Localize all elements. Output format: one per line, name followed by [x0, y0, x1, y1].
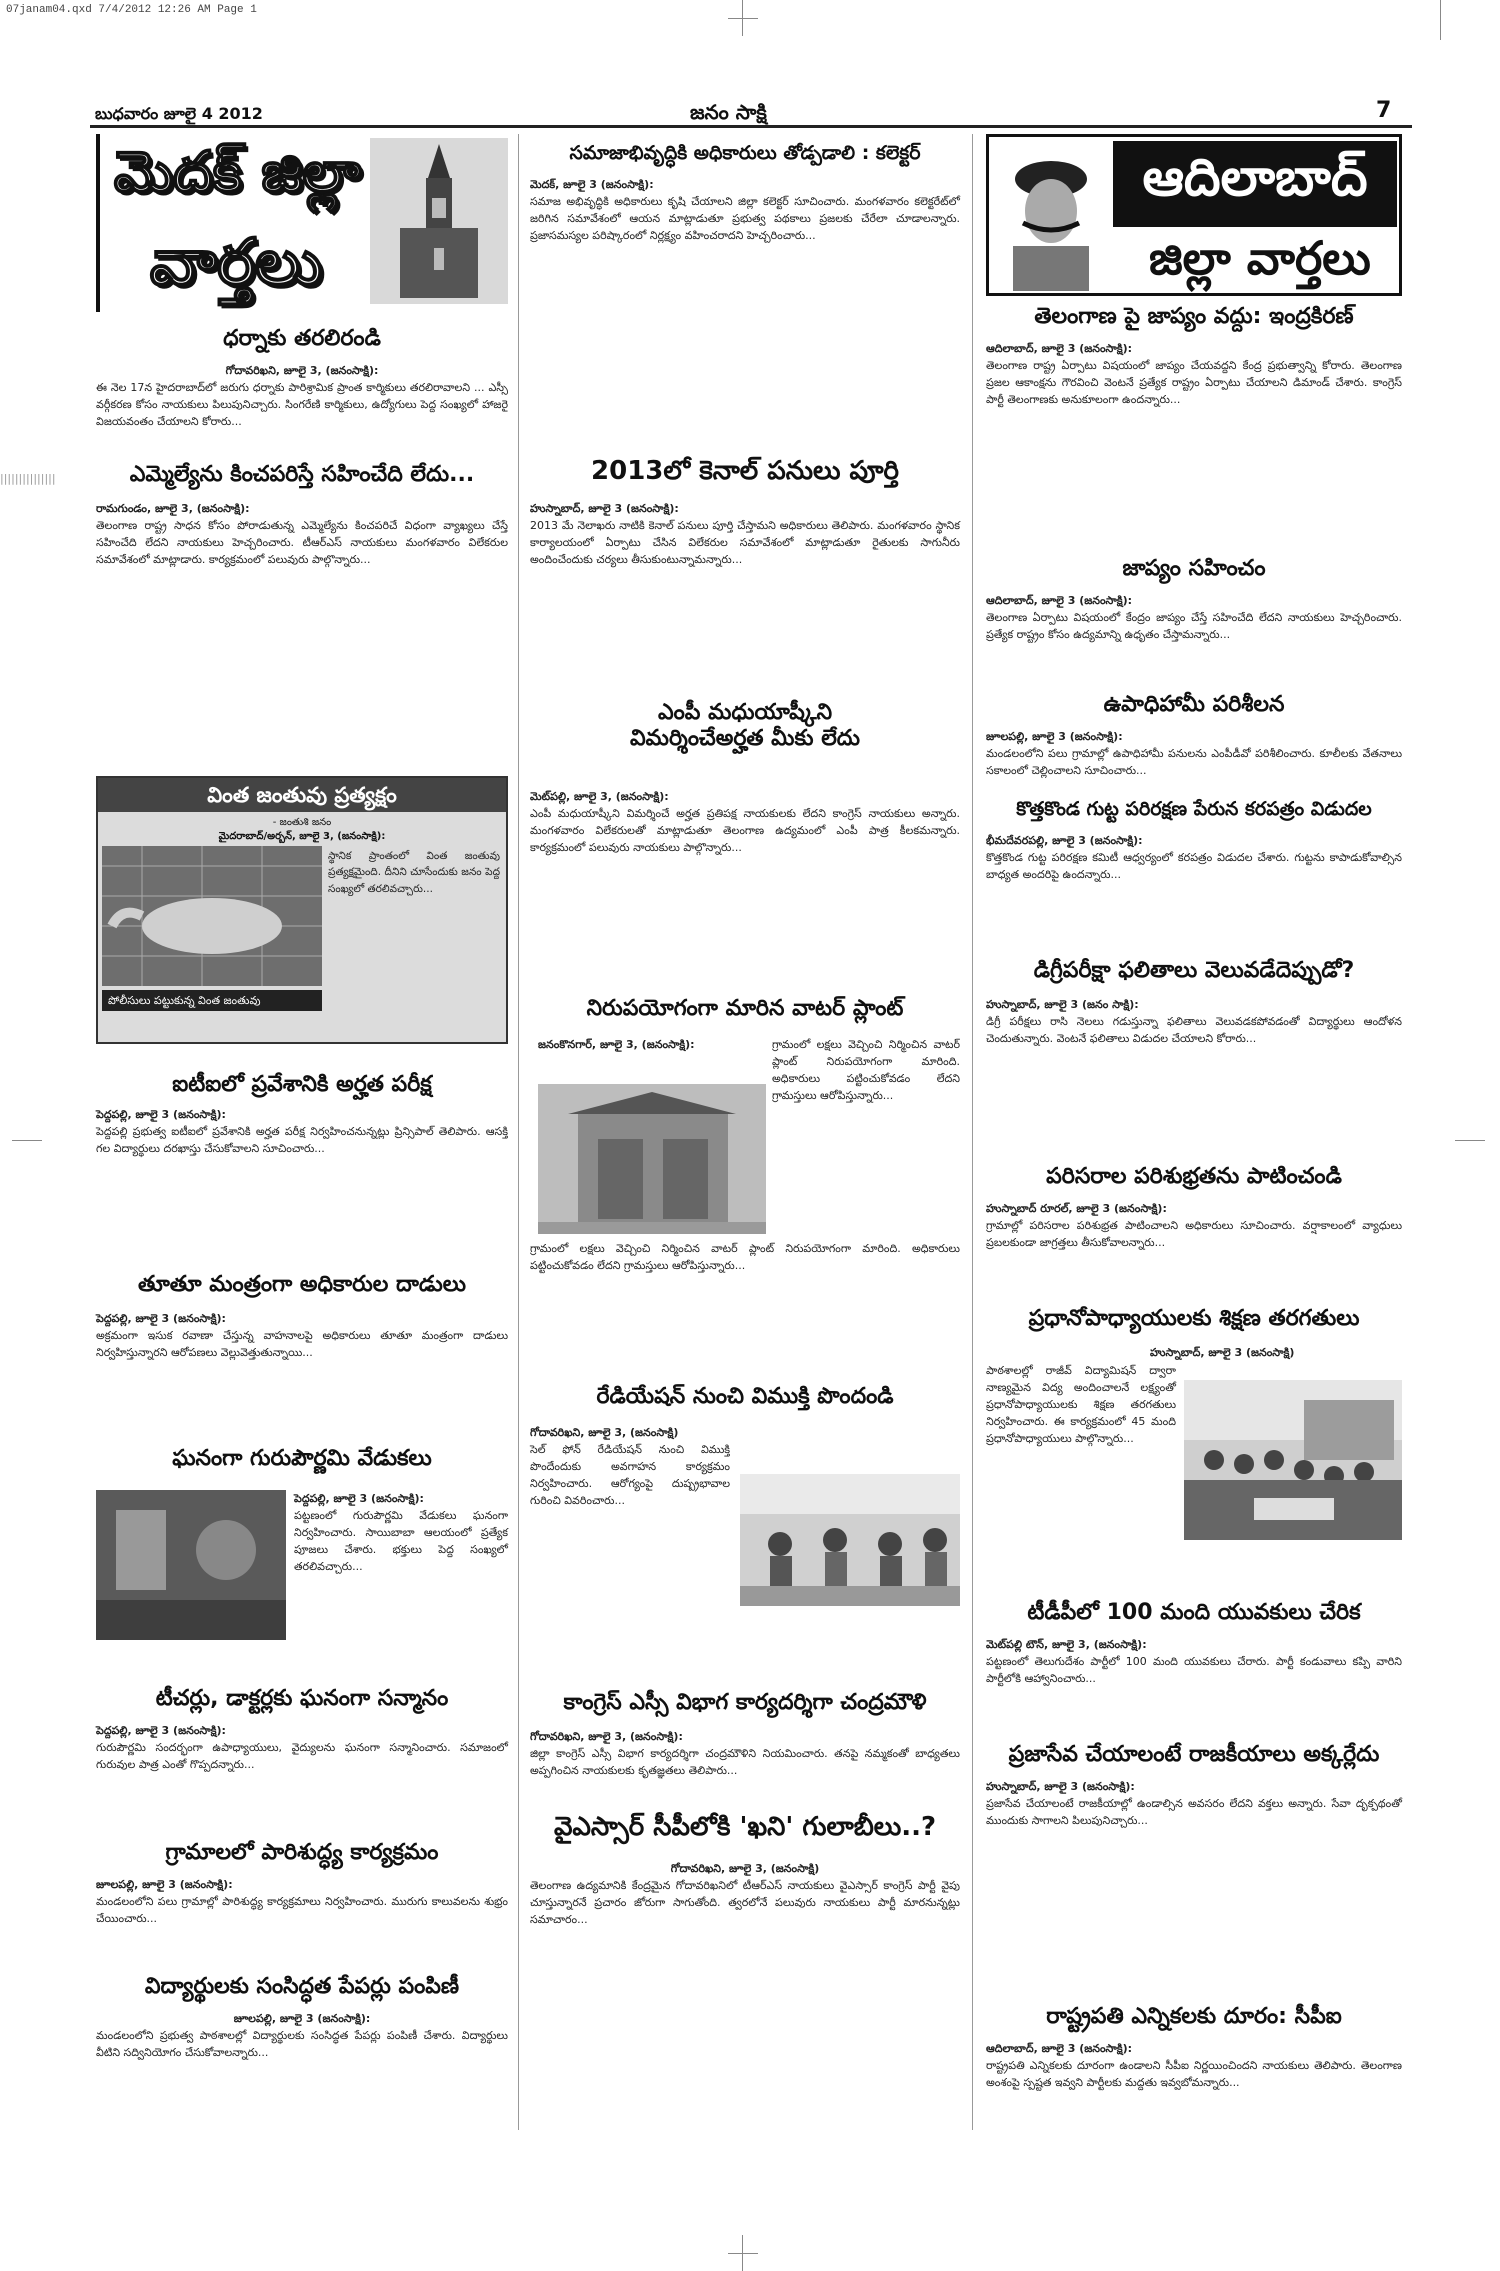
masthead-medak — [96, 134, 508, 312]
water-plant-photo — [538, 1084, 766, 1234]
article-text: అక్రమంగా ఇసుక రవాణా చేస్తున్న వాహనాలపై అధికారులు తూతూ మంత్రంగా దాడులు నిర్వహిస్తున్నారని ఆరోపణలు వెల్లువెత్తుతున్నాయి... — [96, 1329, 508, 1360]
headline: తెలంగాణ పై జాప్యం వద్దు: ఇంద్రకిరణ్ — [1034, 304, 1354, 329]
article-text: పాఠశాలల్లో రాజీవ్ విద్యామిషన్ ద్వారా నాణ్యమైన విద్య అందించాలనే లక్ష్యంతో ప్రధానోపాధ్యాయులకు శిక్షణ తరగతులు నిర్వహించారు. ఈ కార్యక్రమంలో 45 మంది ప్రధానోపాధ్యాయులు పాల్గొన్నారు... — [986, 1364, 1176, 1446]
print-slug: 07janam04.qxd 7/4/2012 12:26 AM Page 1 — [6, 4, 257, 16]
article-text: జిల్లా కాంగ్రెస్ ఎస్సీ విభాగ కార్యదర్శిగా చంద్రమౌళిని నియమించారు. తనపై నమ్మకంతో బాధ్యతలు అప్పగించిన నాయకులకు కృతజ్ఞతలు తెలిపారు... — [530, 1747, 960, 1778]
dateline: జూలపల్లి, జూలై 3 (జనంసాక్షి): — [233, 2012, 371, 2025]
dateline: పెద్దపల్లి, జూలై 3 (జనంసాక్షి): — [96, 1108, 226, 1121]
article-body — [986, 728, 1402, 788]
masthead-medak-line1: మెదక్ జిల్లా — [114, 140, 362, 205]
headline: ఉపాధిహామీ పరిశీలన — [1103, 692, 1285, 717]
headline: ధర్నాకు తరలిరండి — [223, 326, 381, 351]
headline: ఘనంగా గురుపౌర్ణమి వేడుకలు — [172, 1446, 432, 1471]
masthead-adilabad-line2: జిల్లా వార్తలు — [1149, 231, 1371, 285]
article-body — [96, 1876, 508, 1966]
article-body — [96, 362, 508, 462]
article-body — [538, 1036, 760, 1080]
article-body — [986, 1636, 1402, 1736]
article-text: తెలంగాణ రాష్ట్ర ఏర్పాటు విషయంలో జాప్యం చేయవద్దని కేంద్ర ప్రభుత్వాన్ని కోరారు. తెలంగాణ ప్రజల ఆకాంక్షను గౌరవించి వెంటనే ప్రత్యేక రాష్ట్రం ఏర్పాటు చేయాలని డిమాండ్ చేశారు. కాంగ్రెస్ పార్టీ తెలంగాణకు అనుకూలంగా ఉందన్నారు... — [986, 359, 1402, 407]
article-body — [96, 1722, 508, 1832]
article-text: తెలంగాణ ఏర్పాటు విషయంలో కేంద్రం జాప్యం చేస్తే సహించేది లేదని నాయకులు హెచ్చరించారు. ప్రత్యేక రాష్ట్రం కోసం ఉద్యమాన్ని ఉధృతం చేస్తామన్నారు... — [986, 611, 1402, 642]
festival-photo — [96, 1490, 286, 1640]
trim-mark — [728, 2253, 758, 2254]
meeting-photo — [740, 1474, 960, 1606]
article-body — [530, 176, 960, 442]
headline: వైఎస్సార్ సీపీలోకి 'ఖని' గులాబీలు..? — [553, 1812, 937, 1842]
article-body — [96, 1106, 508, 1266]
headline: తూతూ మంత్రంగా అధికారుల దాడులు — [137, 1272, 466, 1297]
article-text: 2013 మే నెలాఖరు నాటికి కెనాల్ పనులు పూర్తి చేస్తామని అధికారులు తెలిపారు. మంగళవారం స్థానిక కార్యాలయంలో ఏర్పాటు చేసిన విలేకరుల సమావేశంలో మాట్లాడుతూ రైతులకు సాగునీరు అందించేందుకు చర్యలు తీసుకుంటున్నామన్నారు... — [530, 519, 960, 567]
headline: ఐటీఐలో ప్రవేశానికి అర్హత పరీక్ష — [172, 1072, 432, 1097]
feature-body: స్థానిక ప్రాంతంలో వింత జంతువు ప్రత్యక్షమైంది. దీనిని చూసేందుకు జనం పెద్ద సంఖ్యలో తరలివచ్చారు... — [328, 850, 500, 895]
folio-date: బుధవారం జూలై 4 2012 — [95, 104, 263, 123]
dateline: హుస్నాబాద్, జూలై 3 (జనంసాక్షి): — [986, 1780, 1135, 1793]
training-photo — [1184, 1380, 1402, 1540]
headline: ప్రధానోపాధ్యాయులకు శిక్షణ తరగతులు — [1028, 1306, 1360, 1331]
masthead-adilabad — [986, 134, 1402, 296]
article-text: రాష్ట్రపతి ఎన్నికలకు దూరంగా ఉండాలని సీపీఐ నిర్ణయించిందని నాయకులు తెలిపారు. తెలంగాణ అంశంపై స్పష్టత ఇవ్వని పార్టీలకు మద్దతు ఇవ్వబోమన్నారు... — [986, 2059, 1402, 2090]
article-body — [96, 2010, 508, 2120]
dateline: గోదావరిఖని, జూలై 3, (జనంసాక్షి): — [530, 1730, 683, 1743]
article-body — [294, 1490, 508, 1660]
article-body — [96, 500, 508, 770]
headline: కాంగ్రెస్ ఎస్సీ విభాగ కార్యదర్శిగా చంద్రమౌళి — [563, 1690, 927, 1715]
dateline: హుస్నాబాద్ రూరల్, జూలై 3 (జనంసాక్షి): — [986, 1202, 1167, 1215]
article-body — [530, 788, 960, 988]
article-body — [530, 1728, 960, 1804]
dateline: హుస్నాబాద్, జూలై 3 (జనంసాక్షి) — [1150, 1346, 1295, 1359]
article-text: ఈ నెల 17న హైదరాబాద్‌లో జరుగు ధర్నాకు పారిశ్రామిక ప్రాంత కార్మికులు తరలిరావాలని ... ఎస్సీ వర్గీకరణ కోసం నాయకులు పిలుపునిచ్చారు. సింగరేణి కార్మికులు, ఉద్యోగులు పెద్ద సంఖ్యలో హాజరై విజయవంతం చేయాలని కోరారు... — [96, 381, 508, 429]
dateline: మెట్‌పల్లి, జూలై 3, (జనంసాక్షి): — [530, 790, 669, 803]
article-body — [986, 996, 1402, 1156]
headline: టీచర్లు, డాక్టర్లకు ఘనంగా సన్మానం — [155, 1686, 449, 1711]
article-body — [986, 592, 1402, 682]
article-text: సమాజ అభివృద్ధికి అధికారులు కృషి చేయాలని జిల్లా కలెక్టర్ సూచించారు. మంగళవారం కలెక్టరేట్‌లో జరిగిన సమావేశంలో ఆయన మాట్లాడుతూ ప్రభుత్వ పథకాలు ప్రజలకు చేరేలా చూడాలన్నారు. ప్రజాసమస్యల పరిష్కారంలో నిర్లక్ష్యం వహించరాదని హెచ్చరించారు... — [530, 195, 960, 243]
headline: విద్యార్థులకు సంసిద్ధత పేపర్లు పంపిణీ — [144, 1974, 460, 1999]
headline: నిరుపయోగంగా మారిన వాటర్ ప్లాంట్ — [586, 996, 904, 1021]
headline: జాప్యం సహించం — [1122, 556, 1266, 581]
article-text: పట్టణంలో గురుపౌర్ణమి వేడుకలు ఘనంగా నిర్వహించారు. సాయిబాబా ఆలయంలో ప్రత్యేక పూజలు చేశారు. భక్తులు పెద్ద సంఖ్యలో తరలివచ్చారు... — [294, 1509, 508, 1574]
portrait-photo — [993, 141, 1109, 291]
headline: ఎమ్మెల్యేను కించపరిస్తే సహించేది లేదు... — [129, 462, 475, 487]
article-text: గ్రామాల్లో పరిసరాల పరిశుభ్రత పాటించాలని అధికారులు సూచించారు. వర్షాకాలంలో వ్యాధులు ప్రబలకుండా జాగ్రత్తలు తీసుకోవాలన్నారు... — [986, 1219, 1402, 1250]
dateline: హుస్నాబాద్, జూలై 3 (జనంసాక్షి): — [530, 502, 679, 515]
headline: గ్రామాలలో పారిశుద్ధ్య కార్యక్రమం — [165, 1840, 439, 1865]
column-rule — [518, 134, 519, 2130]
headline: కొత్తకొండ గుట్ట పరిరక్షణ పేరున కరపత్రం విడుదల — [1016, 798, 1372, 820]
article-body — [986, 1200, 1402, 1302]
article-text: కొత్తకొండ గుట్ట పరిరక్షణ కమిటీ ఆధ్వర్యంలో కరపత్రం విడుదల చేశారు. గుట్టను కాపాడుకోవాల్సిన బాధ్యత అందరిపై ఉందన్నారు... — [986, 851, 1402, 882]
headline: టీడీపీలో 100 మంది యువకులు చేరిక — [1027, 1600, 1361, 1625]
dateline: భీమదేవరపల్లి, జూలై 3 (జనంసాక్షి): — [986, 834, 1143, 847]
animal-photo — [102, 846, 322, 986]
article-text: తెలంగాణ ఉద్యమానికి కేంద్రమైన గోదావరిఖనిలో టీఆర్‌ఎస్ నాయకులు వైఎస్సార్ కాంగ్రెస్ పార్టీ వైపు చూస్తున్నారనే ప్రచారం జోరుగా సాగుతోంది. త్వరలోనే పలువురు నాయకులు పార్టీ మారనున్నట్లు సమాచారం... — [530, 1879, 960, 1927]
article-body — [1150, 1344, 1402, 1360]
article-text: తెలంగాణ రాష్ట్ర సాధన కోసం పోరాడుతున్న ఎమ్మెల్యేను కించపరిచే విధంగా వ్యాఖ్యలు చేస్తే సహించేది లేదని నాయకులు హెచ్చరించారు. టీఆర్‌ఎస్ నాయకులు మంగళవారం విలేకరుల సమావేశంలో మాట్లాడారు. కార్యక్రమంలో పలువురు పాల్గొన్నారు... — [96, 519, 508, 567]
feature-dateline: మైదరాబాద్/అర్బన్, జూలై 3, (జనంసాక్షి): — [218, 831, 386, 842]
article-text: గురుపౌర్ణమి సందర్భంగా ఉపాధ్యాయులు, వైద్యులను ఘనంగా సన్మానించారు. సమాజంలో గురువుల పాత్ర ఎంతో గొప్పదన్నారు... — [96, 1741, 508, 1772]
masthead-medak-line2: వార్తలు — [150, 226, 323, 300]
dateline: గోదావరిఖని, జూలై 3, (జనంసాక్షి) — [670, 1862, 820, 1875]
feature-caption: పోలీసులు పట్టుకున్న వింత జంతువు — [102, 990, 322, 1011]
headline: ప్రజాసేవ చేయాలంటే రాజకీయాలు అక్కర్లేదు — [1008, 1742, 1380, 1767]
church-photo — [370, 138, 508, 304]
dateline: మెట్‌పల్లి టౌన్, జూలై 3, (జనంసాక్షి): — [986, 1638, 1147, 1651]
article-text: మండలంలోని ప్రభుత్వ పాఠశాలల్లో విద్యార్థులకు సంసిద్ధత పేపర్లు పంపిణీ చేశారు. విద్యార్థులు వీటిని సద్వినియోగం చేసుకోవాలన్నారు... — [96, 2029, 508, 2060]
folio-brand: జనం సాక్షి — [690, 100, 767, 124]
article-body — [530, 1424, 730, 1660]
dateline: ఆదిలాబాద్, జూలై 3 (జనంసాక్షి): — [986, 594, 1133, 607]
dateline: పెద్దపల్లి, జూలై 3 (జనంసాక్షి): — [96, 1724, 226, 1737]
trim-mark — [728, 18, 758, 19]
article-text: మండలంలోని పలు గ్రామాల్లో పారిశుద్ధ్య కార్యక్రమాలు నిర్వహించారు. మురుగు కాలువలను శుభ్రం చేయించారు... — [96, 1895, 508, 1926]
dateline: పెద్దపల్లి, జూలై 3 (జనంసాక్షి): — [96, 1312, 226, 1325]
feature-box — [96, 776, 508, 1044]
dateline: ఆదిలాబాద్, జూలై 3 (జనంసాక్షి): — [986, 2042, 1133, 2055]
dateline: జనంకొనగార్, జూలై 3, (జనంసాక్షి): — [538, 1038, 695, 1051]
dateline: జూలపల్లి, జూలై 3 (జనంసాక్షి): — [96, 1878, 233, 1891]
headline: డిగ్రీపరీక్షా ఫలితాలు వెలువడేదెప్పుడో? — [1033, 958, 1355, 983]
folio-rule — [90, 125, 1412, 128]
headline: 2013లో కెనాల్ పనులు పూర్తి — [591, 456, 899, 486]
article-body — [772, 1036, 960, 1236]
article-body — [986, 2040, 1402, 2126]
dateline: రామగుండం, జూలై 3, (జనంసాక్షి): — [96, 502, 250, 515]
feature-byline: - జంతుశి జనం — [272, 817, 332, 828]
headline: ఎంపీ మధుయాష్కీని విమర్శించేఅర్హత మీకు లేదు — [630, 700, 860, 752]
article-body — [530, 1860, 960, 2130]
article-text: పట్టణంలో తెలుగుదేశం పార్టీలో 100 మంది యువకులు చేరారు. పార్టీ కండువాలు కప్పి వారిని పార్టీలోకి ఆహ్వానించారు... — [986, 1655, 1402, 1686]
column-rule — [972, 134, 973, 2130]
feature-headline: వింత జంతువు ప్రత్యక్షం — [98, 778, 506, 812]
dateline: హుస్నాబాద్, జూలై 3 (జనం సాక్షి): — [986, 998, 1139, 1011]
trim-mark — [1440, 0, 1441, 40]
page-number: 7 — [1376, 98, 1392, 123]
dateline: పెద్దపల్లి, జూలై 3 (జనంసాక్షి): — [294, 1492, 424, 1505]
dateline: ఆదిలాబాద్, జూలై 3 (జనంసాక్షి): — [986, 342, 1133, 355]
article-body — [530, 500, 960, 690]
dateline: గోదావరిఖని, జూలై 3, (జనంసాక్షి): — [225, 364, 379, 377]
headline: సమాజాభివృద్ధికి అధికారులు తోడ్పడాలి : కలెక్టర్ — [569, 142, 921, 164]
article-body — [986, 832, 1402, 952]
cutoff-column: ||||||||||||||| — [0, 472, 56, 485]
dateline: గోదావరిఖని, జూలై 3, (జనంసాక్షి) — [530, 1426, 679, 1439]
article-text: పెద్దపల్లి ప్రభుత్వ ఐటీఐలో ప్రవేశానికి అర్హత పరీక్ష నిర్వహించనున్నట్లు ప్రిన్సిపాల్ తెలిపారు. ఆసక్తి గల విద్యార్థులు దరఖాస్తు చేసుకోవాలని సూచించారు... — [96, 1125, 508, 1156]
headline: పరిసరాల పరిశుభ్రతను పాటించండి — [1046, 1164, 1342, 1189]
dateline: మెదక్, జూలై 3 (జనంసాక్షి): — [530, 178, 654, 191]
article-text: గ్రామంలో లక్షలు వెచ్చించి నిర్మించిన వాటర్ ప్లాంట్ నిరుపయోగంగా మారింది. అధికారులు పట్టించుకోవడం లేదని గ్రామస్తులు ఆరోపిస్తున్నారు... — [772, 1038, 960, 1103]
article-text: గ్రామంలో లక్షలు వెచ్చించి నిర్మించిన వాటర్ ప్లాంట్ నిరుపయోగంగా మారింది. అధికారులు పట్టించుకోవడం లేదని గ్రామస్తులు ఆరోపిస్తున్నారు... — [530, 1242, 960, 1273]
trim-mark — [1455, 1140, 1485, 1141]
trim-mark — [12, 1140, 42, 1141]
article-text: సెల్ ఫోన్ రేడియేషన్ నుంచి విముక్తి పొందేందుకు అవగాహన కార్యక్రమం నిర్వహించారు. ఆరోగ్యంపై దుష్ప్రభావాల గురించి వివరించారు... — [530, 1443, 730, 1508]
dateline: జూలపల్లి, జూలై 3 (జనంసాక్షి): — [986, 730, 1123, 743]
headline: రేడియేషన్ నుంచి విముక్తి పొందండి — [596, 1384, 894, 1409]
headline: రాష్ట్రపతి ఎన్నికలకు దూరం: సీపీఐ — [1046, 2004, 1342, 2029]
article-text: ప్రజాసేవ చేయాలంటే రాజకీయాల్లో ఉండాల్సిన అవసరం లేదని వక్తలు అన్నారు. సేవా దృక్పథంతో ముందుకు సాగాలని పిలుపునిచ్చారు... — [986, 1797, 1402, 1828]
article-text: డిగ్రీ పరీక్షలు రాసి నెలలు గడుస్తున్నా ఫలితాలు వెలువడకపోవడంతో విద్యార్థులు ఆందోళన చెందుతున్నారు. వెంటనే ఫలితాలు విడుదల చేయాలని కోరారు... — [986, 1015, 1402, 1046]
article-body-continued — [530, 1240, 960, 1380]
article-body — [96, 1310, 508, 1440]
article-text: ఎంపీ మధుయాష్కీని విమర్శించే అర్హత ప్రతిపక్ష నాయకులకు లేదని కాంగ్రెస్ నాయకులు అన్నారు. మంగళవారం విలేకరులతో మాట్లాడుతూ తెలంగాణ ఉద్యమంలో ఎంపీ పాత్ర కీలకమన్నారు. కార్యక్రమంలో పలువురు నాయకులు పాల్గొన్నారు... — [530, 807, 960, 855]
article-body — [986, 340, 1402, 550]
article-body — [986, 1778, 1402, 1988]
masthead-adilabad-line1: ఆదిలాబాద్ — [1113, 141, 1397, 227]
article-text: మండలంలోని పలు గ్రామాల్లో ఉపాధిహామీ పనులను ఎంపీడీవో పరిశీలించారు. కూలీలకు వేతనాలు సకాలంలో చెల్లించాలని సూచించారు... — [986, 747, 1402, 778]
